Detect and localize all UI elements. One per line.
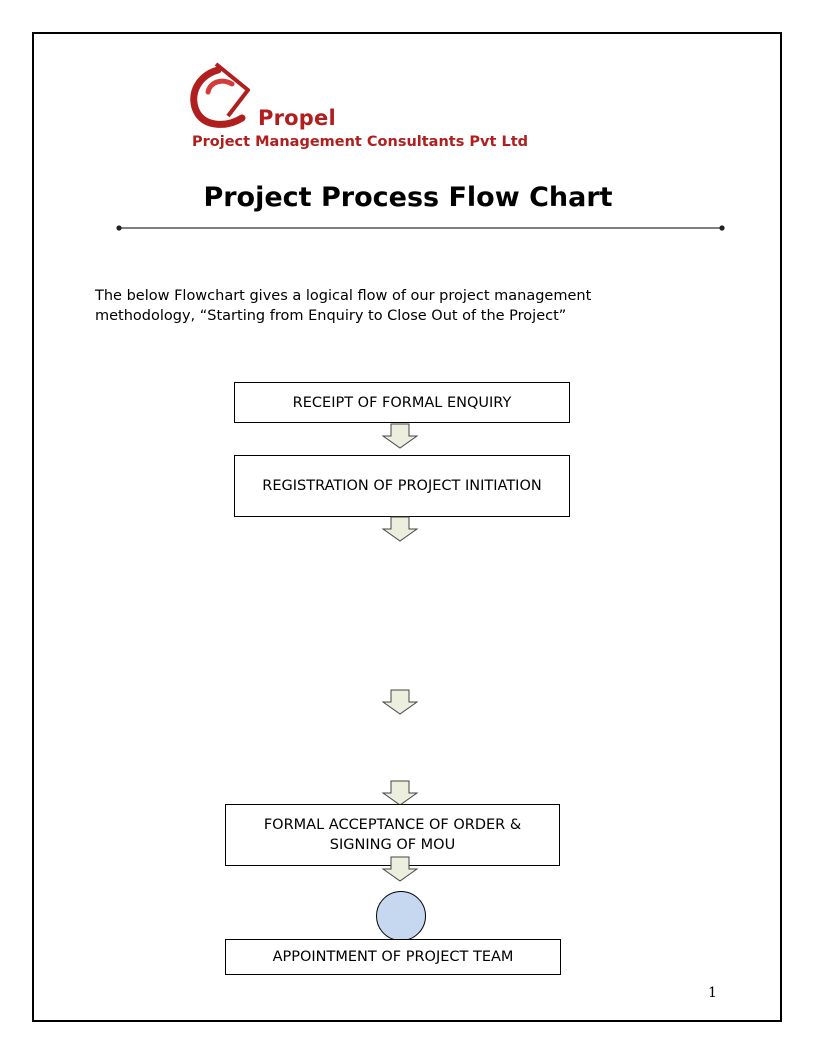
title-divider	[116, 218, 726, 238]
flow-step-label: FORMAL ACCEPTANCE OF ORDER & SIGNING OF MOU	[263, 817, 522, 853]
flow-step-label: REGISTRATION OF PROJECT INITIATION	[262, 478, 542, 494]
down-arrow-icon	[382, 856, 418, 882]
down-arrow-icon	[382, 689, 418, 715]
flow-step-label: RECEIPT OF FORMAL ENQUIRY	[292, 394, 512, 411]
company-logo	[188, 62, 628, 154]
flow-step-receipt-of-enquiry	[234, 382, 570, 423]
down-arrow-icon	[382, 516, 418, 542]
logo-company-name: Propel	[258, 106, 336, 130]
down-arrow-icon	[382, 423, 418, 449]
down-arrow-icon	[382, 780, 418, 806]
page-title: Project Process Flow Chart	[203, 182, 613, 213]
connector-circle-node	[376, 891, 426, 941]
page-number: 1	[708, 985, 717, 1001]
intro-line-1: The below Flowchart gives a logical flow of our project management	[95, 288, 592, 304]
flow-step-appointment	[225, 939, 561, 975]
intro-line-2: methodology, “Starting from Enquiry to Close Out of the Project”	[95, 308, 567, 324]
flow-step-label: APPOINTMENT OF PROJECT TEAM	[272, 949, 514, 965]
propel-swirl-logo-icon	[188, 62, 268, 132]
intro-paragraph	[95, 286, 695, 326]
flow-step-registration	[234, 455, 570, 517]
logo-company-subtitle: Project Management Consultants Pvt Ltd	[192, 134, 529, 150]
